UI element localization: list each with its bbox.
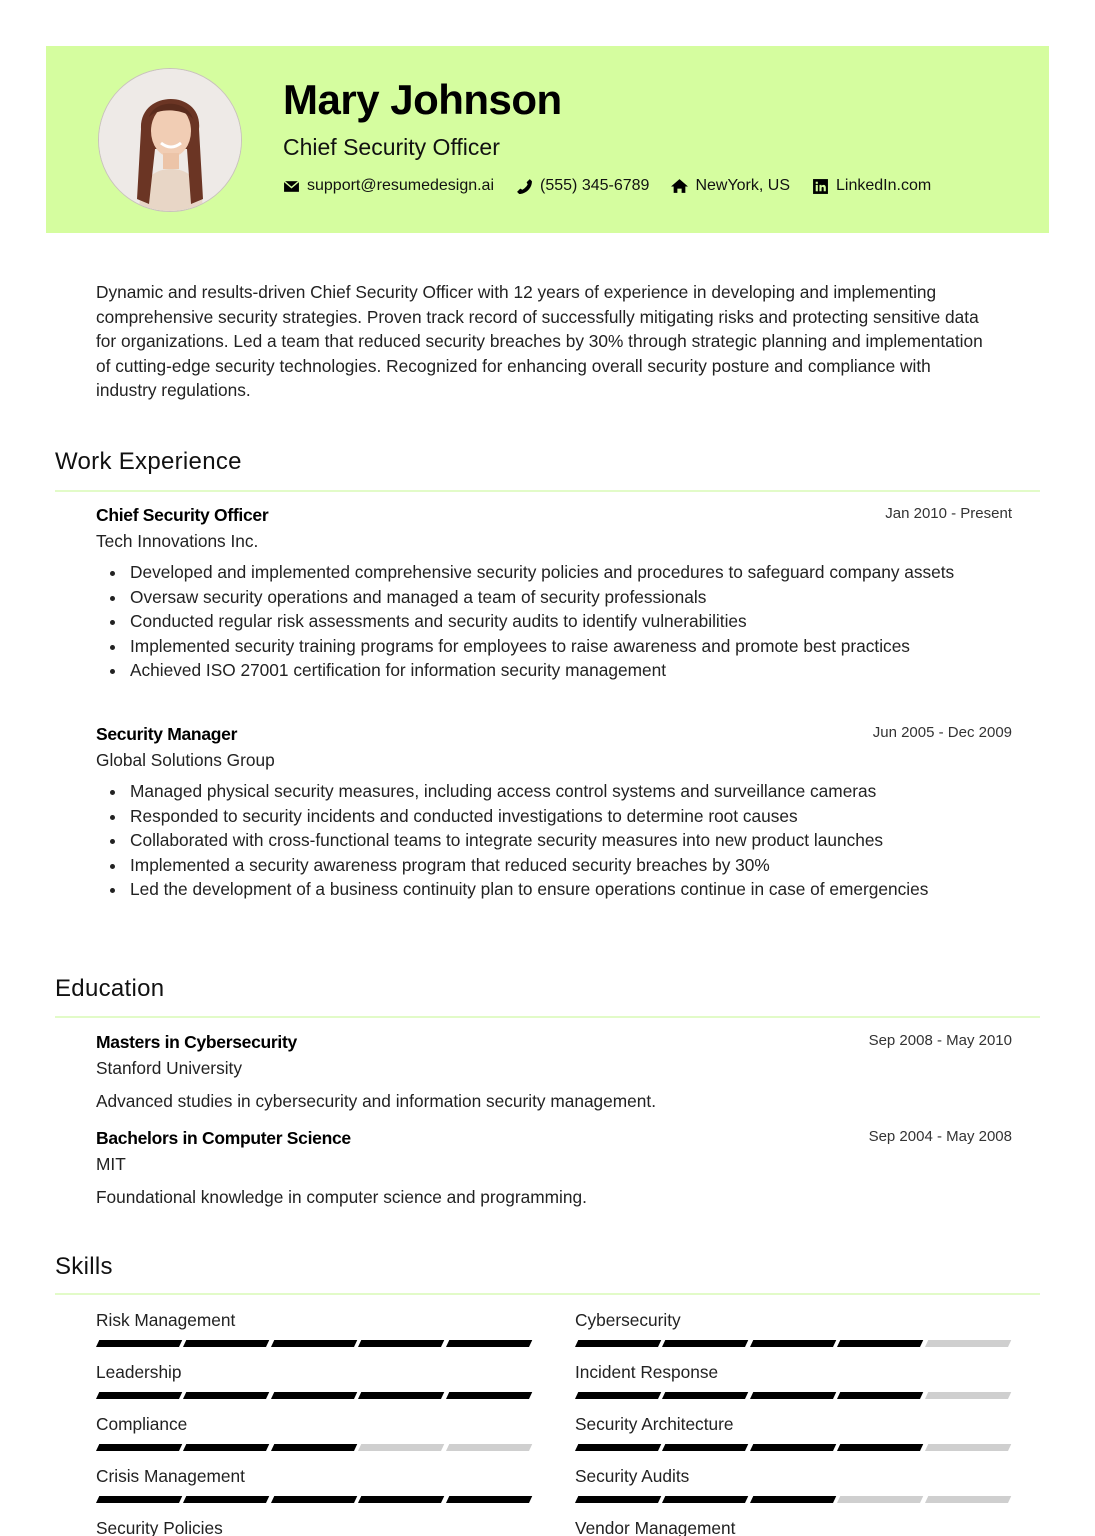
- job-bullet: Collaborated with cross-functional teams to integrate security measures into new product launches: [96, 828, 1012, 853]
- skill-level-segment: [925, 1392, 1012, 1399]
- skill-level-bar: [96, 1340, 533, 1347]
- candidate-role: Chief Security Officer: [283, 134, 500, 160]
- job-bullet: Responded to security incidents and conducted investigations to determine root causes: [96, 804, 1012, 829]
- skill-level-segment: [446, 1444, 533, 1451]
- skill-level-segment: [925, 1340, 1012, 1347]
- skill-item: [96, 1310, 533, 1347]
- skill-level-segment: [358, 1444, 445, 1451]
- avatar: [98, 68, 242, 212]
- contact-email[interactable]: [283, 177, 494, 195]
- skill-item: [575, 1518, 1012, 1536]
- job-bullets: [96, 560, 1012, 683]
- skill-item: [575, 1466, 1012, 1503]
- profile-photo-icon: [99, 69, 242, 212]
- skill-level-segment: [750, 1496, 837, 1503]
- degree-title: Masters in Cybersecurity: [96, 1032, 297, 1052]
- resume-header: [46, 46, 1049, 233]
- section-title-skills: Skills: [55, 1253, 113, 1280]
- contact-phone-text: (555) 345-6789: [540, 177, 650, 194]
- phone-icon: [516, 178, 533, 195]
- skill-level-segment: [575, 1444, 662, 1451]
- skill-level-segment: [271, 1496, 358, 1503]
- skill-level-segment: [183, 1444, 270, 1451]
- skill-level-bar: [575, 1340, 1012, 1347]
- skill-level-segment: [575, 1340, 662, 1347]
- envelope-icon: [283, 178, 300, 195]
- school-name: Stanford University: [96, 1058, 242, 1078]
- skill-item: [575, 1310, 1012, 1347]
- job-title: Chief Security Officer: [96, 505, 269, 525]
- job-bullet: Oversaw security operations and managed a team of security professionals: [96, 585, 1012, 610]
- skill-level-segment: [358, 1340, 445, 1347]
- section-divider: [55, 490, 1040, 492]
- skill-item: [96, 1518, 533, 1536]
- skill-name: Crisis Management: [96, 1466, 245, 1486]
- job-dates: Jan 2010 - Present: [885, 505, 1012, 522]
- contact-list: [283, 177, 953, 195]
- job-company: Global Solutions Group: [96, 750, 275, 770]
- skill-level-segment: [575, 1496, 662, 1503]
- skill-level-segment: [750, 1444, 837, 1451]
- education-description: Foundational knowledge in computer science and programming.: [96, 1187, 587, 1207]
- work-entry: [96, 724, 1012, 902]
- skill-level-segment: [575, 1392, 662, 1399]
- skill-item: [96, 1414, 533, 1451]
- job-bullet: Conducted regular risk assessments and security audits to identify vulnerabilities: [96, 609, 1012, 634]
- skill-name: Cybersecurity: [575, 1310, 681, 1330]
- skill-level-segment: [358, 1392, 445, 1399]
- skill-level-segment: [96, 1340, 183, 1347]
- candidate-name: Mary Johnson: [283, 76, 562, 123]
- skill-name: Security Policies: [96, 1518, 223, 1536]
- skill-level-segment: [96, 1496, 183, 1503]
- job-company: Tech Innovations Inc.: [96, 531, 259, 551]
- section-title-education: Education: [55, 975, 165, 1002]
- school-name: MIT: [96, 1154, 126, 1174]
- skill-level-segment: [662, 1340, 749, 1347]
- skill-level-segment: [446, 1340, 533, 1347]
- skill-name: Leadership: [96, 1362, 182, 1382]
- education-entry: [96, 1128, 1012, 1208]
- contact-linkedin-text: LinkedIn.com: [836, 177, 932, 194]
- skill-name: Risk Management: [96, 1310, 236, 1330]
- contact-location-text: NewYork, US: [695, 177, 790, 194]
- skill-level-segment: [446, 1496, 533, 1503]
- profile-summary: Dynamic and results-driven Chief Security Officer with 12 years of experience in developing and implementing comprehensive security strategies. Proven track record of successfully mitigating risks and protecting sensitive data for organizations. Led a team that reduced security breaches by 30% through strategic planning and implementation of cutting-edge security technologies. Recognized for enhancing overall security posture and compliance with industry regulations.: [96, 282, 983, 401]
- job-dates: Jun 2005 - Dec 2009: [872, 724, 1012, 741]
- skill-level-segment: [837, 1392, 924, 1399]
- skill-level-segment: [183, 1340, 270, 1347]
- skill-name: Vendor Management: [575, 1518, 736, 1536]
- work-entry: [96, 505, 1012, 683]
- skill-name: Security Audits: [575, 1466, 690, 1486]
- skill-name: Incident Response: [575, 1362, 719, 1382]
- section-divider: [55, 1016, 1040, 1018]
- job-bullet: Managed physical security measures, including access control systems and surveillance cameras: [96, 779, 1012, 804]
- skill-level-segment: [358, 1496, 445, 1503]
- skill-level-segment: [750, 1340, 837, 1347]
- skill-name: Security Architecture: [575, 1414, 734, 1434]
- skill-level-segment: [925, 1496, 1012, 1503]
- linkedin-icon: [812, 178, 829, 195]
- job-bullet: Achieved ISO 27001 certification for information security management: [96, 658, 1012, 683]
- skill-item: [575, 1362, 1012, 1399]
- job-bullet: Developed and implemented comprehensive security policies and procedures to safeguard company assets: [96, 560, 1012, 585]
- section-divider: [55, 1293, 1040, 1295]
- skill-level-bar: [96, 1444, 533, 1451]
- skill-item: [96, 1466, 533, 1503]
- skill-level-segment: [183, 1392, 270, 1399]
- home-icon: [671, 178, 688, 195]
- job-bullet: Led the development of a business continuity plan to ensure operations continue in case of emergencies: [96, 877, 1012, 902]
- education-description: Advanced studies in cybersecurity and information security management.: [96, 1091, 657, 1111]
- job-bullets: [96, 779, 1012, 902]
- section-title-work: Work Experience: [55, 448, 242, 475]
- contact-phone[interactable]: [516, 177, 649, 195]
- skill-level-bar: [575, 1392, 1012, 1399]
- skill-level-segment: [837, 1340, 924, 1347]
- education-dates: Sep 2008 - May 2010: [868, 1032, 1012, 1049]
- contact-linkedin[interactable]: [812, 177, 931, 195]
- skill-item: [575, 1414, 1012, 1451]
- contact-location: [671, 177, 790, 195]
- skill-level-segment: [271, 1444, 358, 1451]
- job-bullet: Implemented security training programs for employees to raise awareness and promote best practices: [96, 634, 1012, 659]
- contact-email-text: support@resumedesign.ai: [307, 177, 495, 194]
- skill-level-segment: [96, 1392, 183, 1399]
- skill-level-segment: [662, 1496, 749, 1503]
- job-bullet: Implemented a security awareness program that reduced security breaches by 30%: [96, 853, 1012, 878]
- education-entry: [96, 1032, 1012, 1112]
- skill-level-bar: [96, 1496, 533, 1503]
- skill-level-segment: [837, 1444, 924, 1451]
- skill-level-segment: [750, 1392, 837, 1399]
- skill-level-bar: [575, 1496, 1012, 1503]
- degree-title: Bachelors in Computer Science: [96, 1128, 351, 1148]
- education-dates: Sep 2004 - May 2008: [868, 1128, 1012, 1145]
- job-title: Security Manager: [96, 724, 238, 744]
- skill-level-segment: [96, 1444, 183, 1451]
- skill-level-segment: [183, 1496, 270, 1503]
- skill-level-segment: [662, 1444, 749, 1451]
- skill-level-segment: [446, 1392, 533, 1399]
- skill-level-bar: [575, 1444, 1012, 1451]
- skill-level-segment: [662, 1392, 749, 1399]
- skill-level-segment: [925, 1444, 1012, 1451]
- skill-level-segment: [271, 1340, 358, 1347]
- skill-level-segment: [271, 1392, 358, 1399]
- skill-name: Compliance: [96, 1414, 188, 1434]
- skill-level-bar: [96, 1392, 533, 1399]
- skill-level-segment: [837, 1496, 924, 1503]
- skill-item: [96, 1362, 533, 1399]
